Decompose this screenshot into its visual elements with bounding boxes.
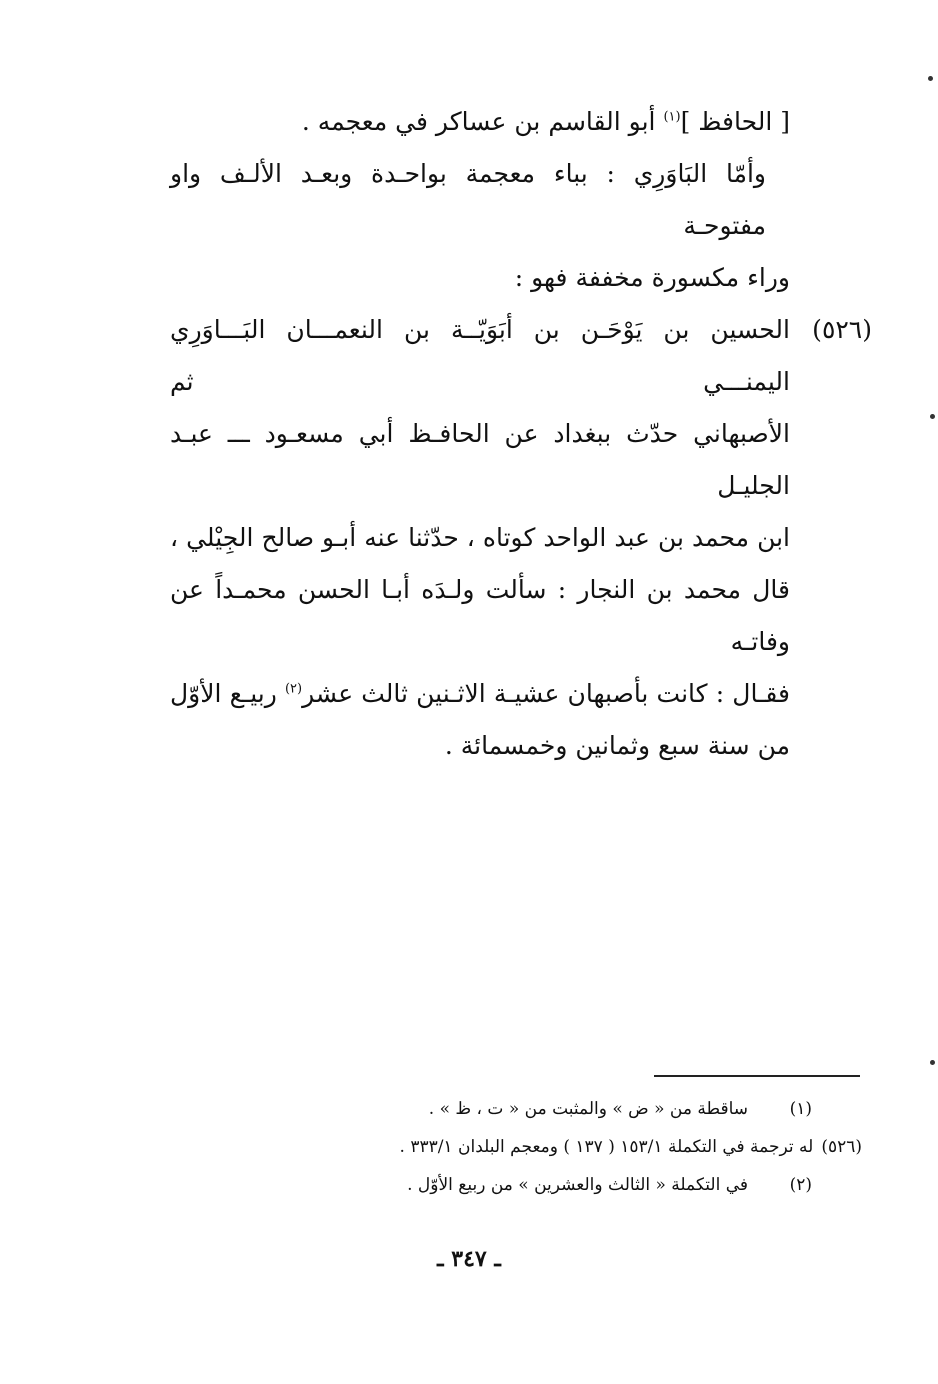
entry-number: (٥٢٦) xyxy=(812,315,872,344)
footnotes xyxy=(62,1090,862,1204)
page-number: ـ ٣٤٧ ـ xyxy=(437,1246,501,1272)
paragraph-bawari xyxy=(170,148,790,304)
footnote-number: (٥٢٦) xyxy=(821,1137,862,1157)
text-fragment: ربيـع الأوّل xyxy=(170,679,285,708)
text-line: ابن محمد بن عبد الواحد كوتاه ، حدّثنا عنه أبـو صالح الجِيْلي ، xyxy=(170,523,790,552)
text-line: قال محمد بن النجار : سألت ولـدَه أبـا الحسن محمـداً عن وفاتـه xyxy=(170,575,790,656)
footnote-number: (١) xyxy=(789,1099,812,1119)
footnote-text: في التكملة « الثالث والعشرين » من ربيع الأوّل . xyxy=(407,1175,748,1195)
footnote-item xyxy=(62,1128,862,1166)
paragraph-hafiz xyxy=(170,96,790,148)
text-line: الأصبهاني حدّث ببغداد عن الحافـظ أبي مسعـود ـــ عبـد الجليـل xyxy=(170,419,790,500)
entry-526 xyxy=(170,304,872,772)
footnote-item xyxy=(62,1090,862,1128)
main-text xyxy=(170,96,872,772)
text-fragment: فقـال : كانت بأصبهان عشيـة الاثـنين ثالث عشر xyxy=(302,679,790,708)
scan-speck xyxy=(930,1060,935,1065)
bracketed-text: [ الحافظ ] xyxy=(680,107,790,136)
text-line: وأمّا البَاوَرِي : بباء معجمة بواحـدة وبعـد الألـف واو مفتوحـة xyxy=(170,159,766,240)
footnote-text: ساقطة من « ض » والمثبت من « ت ، ظ » . xyxy=(428,1099,748,1119)
text-line: الحسين بن يَوْحَـن بن أبَوَيّــة بن النعمـــان البَـــاوَرِي اليمنـــي ثم xyxy=(170,315,790,396)
text-line xyxy=(170,96,790,148)
text-line: من سنة سبع وثمانين وخمسمائة . xyxy=(444,731,790,760)
scan-speck xyxy=(928,76,933,81)
footnote-ref-2[interactable]: (٢) xyxy=(284,681,303,697)
text-line xyxy=(170,668,790,720)
footnote-text: له ترجمة في التكملة ١٥٣/١ ( ١٣٧ ) ومعجم البلدان ٣٣٣/١ . xyxy=(399,1137,814,1157)
footnote-ref-1[interactable]: (١) xyxy=(663,109,681,125)
footnote-divider xyxy=(654,1075,860,1077)
text-line: وراء مكسورة مخففة فهو : xyxy=(514,263,790,292)
footnote-number: (٢) xyxy=(789,1175,812,1195)
scan-speck xyxy=(930,414,935,419)
footnote-item xyxy=(62,1166,862,1204)
text-fragment: أبو القاسم بن عساكر في معجمه . xyxy=(301,107,664,136)
